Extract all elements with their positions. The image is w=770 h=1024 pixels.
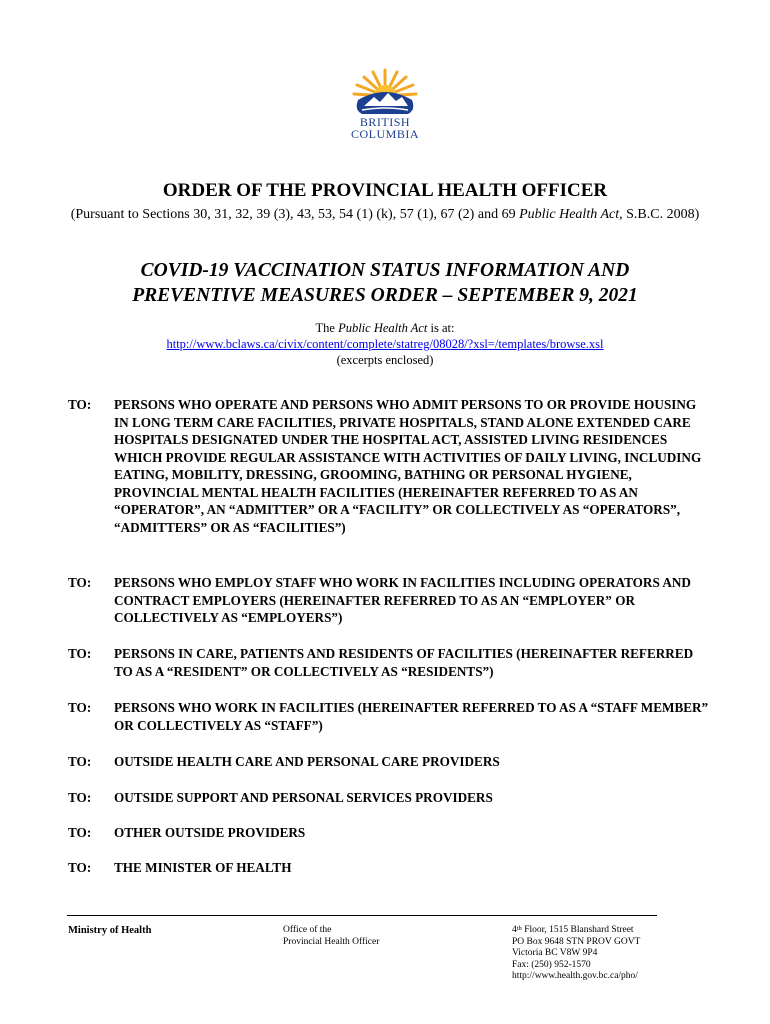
footer-address-line1 [512,925,640,937]
footer-office-line1: Office of the [283,925,332,935]
recipient-text: PERSONS WHO WORK IN FACILITIES (HEREINAFTER REFERRED TO AS A “STAFF MEMBER” OR COLLECTIVELY AS “STAFF”) [114,700,709,733]
document-subtitle [70,206,700,224]
act-reference [100,320,670,368]
act-reference-intro [100,320,670,336]
footer-address-line3: Victoria BC V8W 9P4 [512,948,598,958]
recipient-label: TO: [68,397,92,412]
footer-address-line5: http://www.health.gov.bc.ca/pho/ [512,971,638,981]
footer-divider [67,915,657,916]
recipient-label: TO: [68,575,92,590]
footer-office-line2: Provincial Health Officer [283,936,380,947]
recipient-text: OUTSIDE SUPPORT AND PERSONAL SERVICES PROVIDERS [114,790,493,805]
footer-office [283,925,379,948]
footer-address-line2: PO Box 9648 STN PROV GOVT [512,936,641,947]
recipient-text: PERSONS WHO EMPLOY STAFF WHO WORK IN FACILITIES INCLUDING OPERATORS AND CONTRACT EMPLOYERS (HEREINAFTER REFERRED TO AS AN “EMPLOYER” OR COLLECTIVELY AS “EMPLOYERS”) [114,575,691,625]
recipient-text: OUTSIDE HEALTH CARE AND PERSONAL CARE PROVIDERS [114,754,500,769]
order-title [80,258,690,308]
subtitle-suffix: , S.B.C. 2008) [619,207,700,222]
recipient-text: THE MINISTER OF HEALTH [114,860,292,875]
act-name: Public Health Act [338,321,428,335]
subtitle-prefix: (Pursuant to Sections 30, 31, 32, 39 (3), 43, 53, 54 (1) (k), 57 (1), 67 (2) and 69 [70,207,516,222]
recipient-label: TO: [68,754,92,769]
order-title-line1: COVID-19 VACCINATION STATUS INFORMATION AND [140,260,630,281]
footer-ministry: Ministry of Health [68,925,152,936]
footer-address [512,925,640,983]
document-title: ORDER OF THE PROVINCIAL HEALTH OFFICER [162,180,608,201]
recipient-text: PERSONS WHO OPERATE AND PERSONS WHO ADMIT PERSONS TO OR PROVIDE HOUSING IN LONG TERM CARE FACILITIES, PRIVATE HOSPITALS, STAND ALONE EXTENDED CARE HOSPITALS DESIGNATED UNDER THE HOSPITAL ACT, ASSISTED LIVING RESIDENCES WHICH PROVIDE REGULAR ASSISTANCE WITH ACTIVITIES OF DAILY LIVING, INCLUDING EATING, MOBILITY, DRESSING, GROOMING, BATHING OR PERSONAL HYGIENE, PROVINCIAL MENTAL HEALTH FACILITIES (HEREINAFTER REFERRED TO AS AN “OPERATOR”, AN “ADMITTER” OR A “FACILITY” OR COLLECTIVELY AS “OPERATORS”, “ADMITTERS” OR AS “FACILITIES”) [114,397,702,535]
act-prefix: The [315,321,335,335]
bc-logo [340,66,430,142]
recipient-label: TO: [68,825,92,840]
recipient-label: TO: [68,646,92,661]
subtitle-act: Public Health Act [519,207,620,222]
recipient-text: OTHER OUTSIDE PROVIDERS [114,825,306,840]
recipient-text: PERSONS IN CARE, PATIENTS AND RESIDENTS OF FACILITIES (HEREINAFTER REFERRED TO AS A “RESIDENT” OR COLLECTIVELY AS “RESIDENTS”) [114,646,694,679]
act-note: (excerpts enclosed) [336,353,434,367]
act-link[interactable]: http://www.bclaws.ca/civix/content/complete/statreg/08028/?xsl=/templates/browse.xsl [166,337,604,351]
address-street: Floor, 1515 Blanshard Street [521,925,634,935]
sun-mountain-icon [340,66,430,116]
footer-address-line4: Fax: (250) 952-1570 [512,959,591,970]
logo-text-columbia: COLUMBIA [350,127,419,141]
address-floor-number: 4 [512,925,517,935]
recipient-label: TO: [68,700,92,715]
recipient-label: TO: [68,790,92,805]
act-suffix: is at: [430,321,455,335]
order-title-line2: PREVENTIVE MEASURES ORDER – SEPTEMBER 9, 2021 [132,285,638,306]
recipient-label: TO: [68,860,92,875]
logo-text-british: BRITISH [359,115,411,129]
address-floor-sup: th [516,925,522,932]
